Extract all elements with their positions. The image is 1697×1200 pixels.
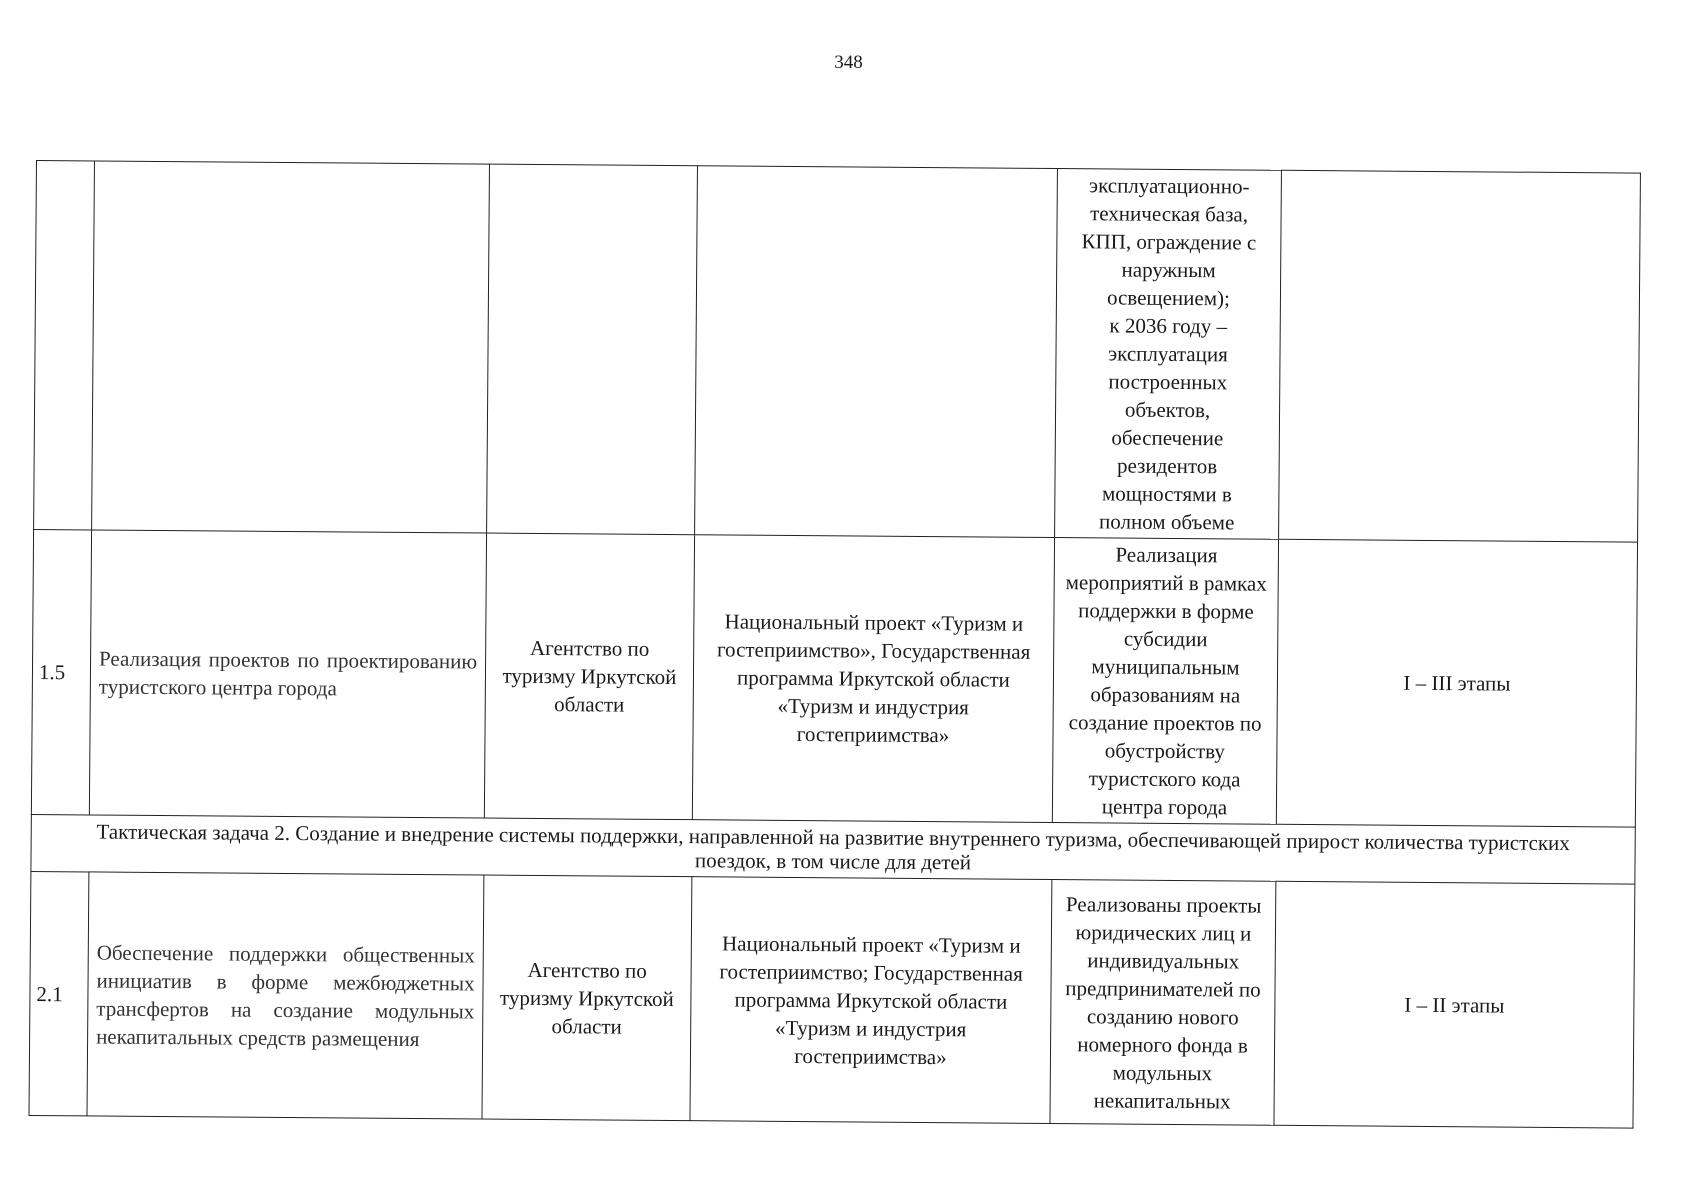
- result-line: построенных: [1108, 369, 1228, 395]
- cell-number: [34, 161, 95, 530]
- result-line: резидентов: [1116, 453, 1218, 479]
- cell-program: [695, 166, 1058, 538]
- result-line: КПП, ограждение с: [1081, 229, 1257, 255]
- result-line: эксплуатационно-: [1089, 173, 1250, 199]
- cell-number: 1.5: [31, 529, 91, 814]
- table-row-2-1: [29, 871, 1635, 1128]
- cell-result: [1055, 169, 1282, 540]
- cell-responsible: Агентство по туризму Иркутской области: [484, 533, 694, 820]
- measures-table: [28, 160, 1640, 1129]
- cell-stages: [1279, 170, 1641, 542]
- cell-number: 2.1: [29, 871, 89, 1115]
- cell-responsible: [487, 164, 698, 535]
- cell-responsible: Агентство по туризму Иркутской области: [482, 875, 692, 1121]
- cell-result: Реализация мероприятий в рамках поддержки в форме субсидии муниципальным образованиям на создание проектов по обустройству туристского кода центра города: [1052, 538, 1278, 825]
- page-number: 348: [834, 52, 863, 73]
- result-line: объектов,: [1124, 397, 1211, 423]
- cell-program: Национальный проект «Туризм и гостеприимство; Государственная программа Иркутской области «Туризм и индустрия гостеприимства»: [690, 877, 1052, 1124]
- cell-program: Национальный проект «Туризм и гостеприимство», Государственная программа Иркутской области «Туризм и индустрия гостеприимства»: [692, 535, 1054, 823]
- table-row-continuation: [34, 161, 1641, 543]
- cell-result: Реализованы проекты юридических лиц и индивидуальных предпринимателей по созданию нового номерного фонда в модульных некапитальных: [1050, 880, 1276, 1126]
- cell-stages: I – II этапы: [1274, 881, 1635, 1128]
- result-line: техническая база,: [1090, 201, 1249, 227]
- result-line: обеспечение: [1111, 425, 1224, 451]
- cell-name: Реализация проектов по проектированию туристского центра города: [89, 530, 486, 818]
- result-line: мощностями в: [1101, 481, 1232, 507]
- cell-name: [92, 161, 490, 533]
- table-row-1-5: [31, 529, 1637, 827]
- task-heading: Тактическая задача 2. Создание и внедрение системы поддержки, направленной на развитие внутреннего туризма, обеспечивающей прирост количества туристских поездок, в том числе для детей: [31, 814, 1635, 884]
- result-line: наружным: [1121, 257, 1216, 283]
- result-line: полном объеме: [1098, 509, 1235, 535]
- result-line: эксплуатация: [1108, 341, 1228, 367]
- result-line: к 2036 году –: [1109, 313, 1228, 339]
- cell-name: Обеспечение поддержки общественных инициатив в форме межбюджетных трансфертов на создание модульных некапитальных средств размещения: [87, 872, 484, 1119]
- result-line: освещением);: [1106, 285, 1230, 311]
- cell-stages: I – III этапы: [1276, 539, 1637, 827]
